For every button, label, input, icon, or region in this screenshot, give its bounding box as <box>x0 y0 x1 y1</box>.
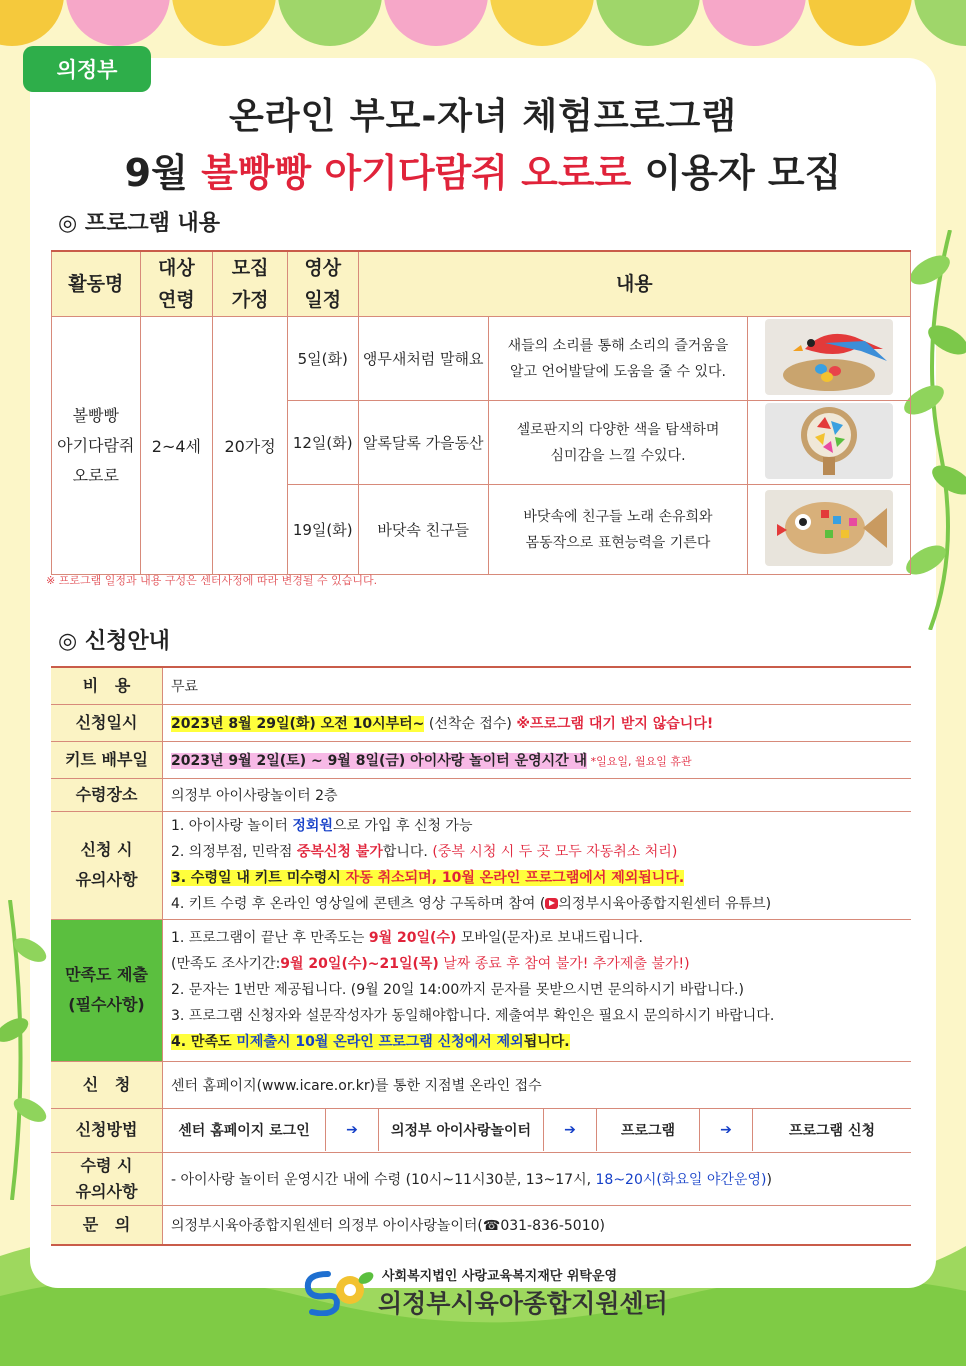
survey-period-date: 9월 20일(수)~21일(목) <box>280 956 439 972</box>
session-name: 알록달록 가을동산 <box>358 401 488 485</box>
table-row <box>51 741 911 778</box>
cost-label: 비 용 <box>51 667 163 704</box>
youtube-icon <box>545 898 558 909</box>
period-value <box>163 704 912 741</box>
cost-value: 무료 <box>163 667 912 704</box>
title-recruit: 이용자 모집 <box>644 151 842 195</box>
header-families: 모집 가정 <box>213 251 288 317</box>
session-desc: 바닷속에 친구들 노래 손유희와 몸동작으로 표현능력을 기른다 <box>488 485 747 575</box>
branch-badge: 의정부 <box>23 46 151 92</box>
period-rest: (선착순 접수) <box>424 715 517 732</box>
step-playground: 의정부 아이사랑놀이터 <box>379 1109 544 1151</box>
session-date: 12일(화) <box>287 401 358 485</box>
notice2: 2. 의정부점, 민락점 <box>171 844 297 860</box>
header-content: 내용 <box>358 251 910 317</box>
schedule-note: ※ 프로그램 일정과 내용 구성은 센터사정에 따라 변경될 수 있습니다. <box>46 574 378 587</box>
step-login: 센터 홈페이지 로그인 <box>163 1109 326 1151</box>
survey1-date: 9월 20일(수) <box>368 930 457 946</box>
table-row <box>51 811 911 919</box>
colorful-tree-craft-image <box>748 401 911 485</box>
notice2-cancel: (중복 시청 시 두 곳 모두 자동취소 처리) <box>432 844 678 860</box>
apply-label: 신 청 <box>51 1061 163 1108</box>
title-month: 9월 <box>124 151 188 195</box>
application-info-table <box>51 666 911 1246</box>
contact-label: 문 의 <box>51 1205 163 1245</box>
survey-value <box>163 919 912 1061</box>
target-age: 2~4세 <box>140 317 213 575</box>
table-row <box>51 704 911 741</box>
survey1: 1. 프로그램이 끝난 후 만족도는 <box>171 930 369 946</box>
session-name: 바닷속 친구들 <box>358 485 488 575</box>
period-label: 신청일시 <box>51 704 163 741</box>
pickup-value <box>163 1152 912 1205</box>
title-line1: 온라인 부모-자녀 체험프로그램 <box>228 96 738 137</box>
survey3: 3. 프로그램 신청자와 설문작성자가 동일해야합니다. 제출여부 확인은 필요시 문의하시기 바랍니다. <box>171 1008 775 1024</box>
header-schedule: 영상 일정 <box>287 251 358 317</box>
parrot-nest-craft-image <box>748 317 911 401</box>
footer-operator: 사회복지법인 사랑교육복지재단 위탁운영 <box>382 1269 618 1284</box>
fish-icon <box>765 490 893 566</box>
program-table <box>51 250 911 575</box>
kit-label: 키트 배부일 <box>51 741 163 778</box>
section-apply-heading: ◎ 신청안내 <box>58 629 170 654</box>
arrow-right-icon: ➔ <box>326 1109 379 1151</box>
survey4-rest: 됩니다. <box>523 1034 570 1050</box>
leaf-vine-left-decoration <box>0 900 50 1200</box>
session-name: 앵무새처럼 말해요 <box>358 317 488 401</box>
center-logo <box>300 1262 720 1320</box>
notice4: 4. 키트 수령 후 온라인 영상일에 콘텐츠 영상 구독하며 참여 ( <box>171 896 546 912</box>
table-row <box>51 1205 911 1245</box>
survey1-rest: 모바일(문자)로 보내드립니다. <box>456 930 643 946</box>
title-program-name: 볼빵빵 아기다람쥐 오로로 <box>201 151 632 195</box>
kit-highlight: 2023년 9월 2일(토) ~ 9월 8일(금) 아이사랑 놀이터 운영시간 내 <box>171 752 588 769</box>
session-desc: 셀로판지의 다양한 색을 탐색하며 심미감을 느낄 수있다. <box>488 401 747 485</box>
table-row <box>51 778 911 811</box>
logo-icon <box>300 1266 378 1316</box>
parrot-icon <box>765 319 893 395</box>
survey4-exclude: 미제출시 10월 온라인 프로그램 신청에서 제외 <box>236 1034 524 1050</box>
apply-value: 센터 홈페이지(www.icare.or.kr)를 통한 지점별 온라인 접수 <box>163 1061 912 1108</box>
pickup-hours: - 아이사랑 놀이터 운영시간 내에 수령 (10시~11시30분, 13~17시, <box>171 1171 596 1188</box>
header-activity: 활동명 <box>52 251 141 317</box>
session-date: 19일(화) <box>287 485 358 575</box>
period-highlight: 2023년 8월 29일(화) 오전 10시부터~ <box>171 715 425 732</box>
table-row <box>51 1061 911 1108</box>
fish-craft-image <box>748 485 911 575</box>
place-label: 수령장소 <box>51 778 163 811</box>
survey-period-warn: 날짜 종료 후 참여 불가! 추가제출 불가!) <box>438 956 690 972</box>
notice2-duplicate: 중복신청 불가 <box>296 844 383 860</box>
session-desc: 새들의 소리를 통해 소리의 즐거움을 알고 언어발달에 도움을 줄 수 있다. <box>488 317 747 401</box>
footer-center-name: 의정부시육아종합지원센터 <box>378 1289 668 1318</box>
notice1-member: 정회원 <box>292 818 333 834</box>
method-steps <box>163 1108 912 1152</box>
table-row <box>51 919 911 1061</box>
survey-period: (만족도 조사기간: <box>171 956 281 972</box>
notice1-rest: 으로 가입 후 신청 가능 <box>332 818 473 834</box>
kit-value <box>163 741 912 778</box>
table-row <box>52 317 911 401</box>
survey4: 4. 만족도 <box>171 1034 237 1050</box>
section-program-heading: ◎ 프로그램 내용 <box>58 211 221 236</box>
contact-value: 의정부시육아종합지원센터 의정부 아이사랑놀이터(☎031-836-5010) <box>163 1205 912 1245</box>
notice3: 3. 수령일 내 키트 미수령시 <box>171 870 346 886</box>
period-warning: ※프로그램 대기 받지 않습니다! <box>516 715 714 732</box>
table-row <box>51 1108 911 1152</box>
kit-closed-note: *일요일, 월요일 휴관 <box>587 754 692 768</box>
activity-name: 볼빵빵 아기다람쥐 오로로 <box>52 317 141 575</box>
notice4-youtube: 의정부시육아종합지원센터 유튜브) <box>558 896 772 912</box>
step-apply: 프로그램 신청 <box>788 1123 876 1139</box>
survey2: 2. 문자는 1번만 제공됩니다. (9월 20일 14:00까지 문자를 못받으시면 문의하시기 바랍니다.) <box>171 982 744 998</box>
arrow-right-icon: ➔ <box>700 1109 753 1151</box>
step-program: 프로그램 <box>597 1109 700 1151</box>
method-label: 신청방법 <box>51 1108 163 1152</box>
title-line2 <box>0 142 966 197</box>
notice-label: 신청 시 유의사항 <box>51 811 163 919</box>
place-value: 의정부 아이사랑놀이터 2층 <box>163 778 912 811</box>
method-steps-table <box>163 1109 911 1151</box>
header-age: 대상 연령 <box>140 251 213 317</box>
survey-label: 만족도 제출 (필수사항) <box>51 919 163 1061</box>
notice3-exclude: 자동 취소되며, 10월 온라인 프로그램에서 제외됩니다. <box>345 870 685 886</box>
notice2-rest: 합니다. <box>382 844 433 860</box>
table-row <box>51 667 911 704</box>
tree-icon <box>765 403 893 479</box>
arrow-right-icon: ➔ <box>544 1109 597 1151</box>
pickup-label: 수령 시 유의사항 <box>51 1152 163 1205</box>
table-row <box>51 1152 911 1205</box>
pickup-night: 18~20시(화요일 야간운영) <box>595 1171 767 1188</box>
notice1: 1. 아이사랑 놀이터 <box>171 818 293 834</box>
session-date: 5일(화) <box>287 317 358 401</box>
recruit-families: 20가정 <box>213 317 288 575</box>
notice-value <box>163 811 912 919</box>
pickup-end: ) <box>766 1171 772 1188</box>
